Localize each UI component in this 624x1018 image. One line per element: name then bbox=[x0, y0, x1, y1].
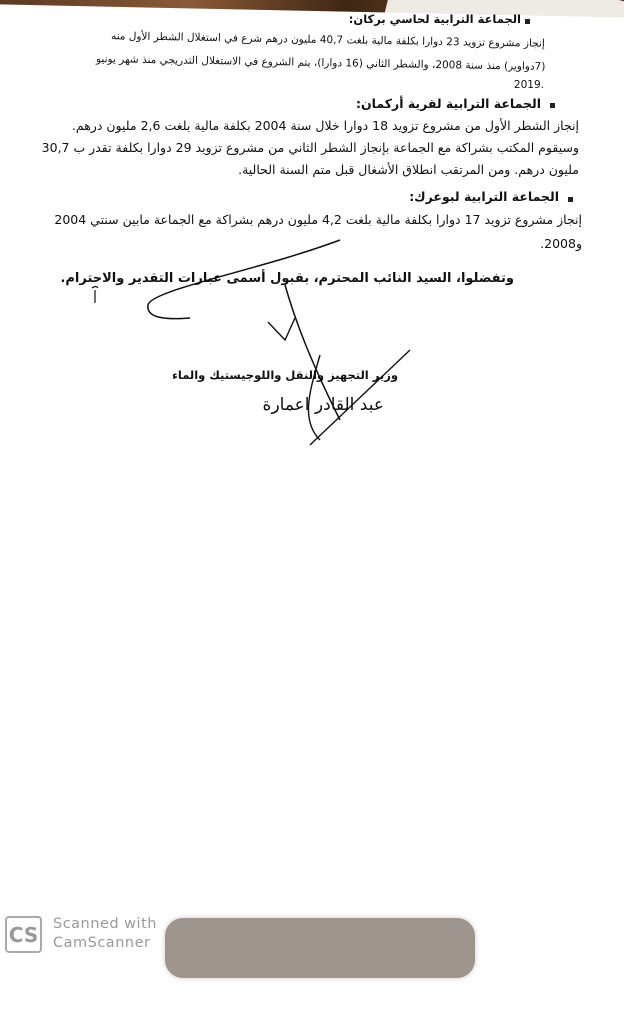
section-heading: الجماعة الترابية لبوعرك: bbox=[409, 189, 559, 204]
section-line: .2019 bbox=[513, 79, 544, 91]
signatory-name: عبد القادر اعمارة bbox=[262, 395, 384, 415]
camscanner-logo: CS bbox=[5, 916, 42, 953]
camscanner-watermark bbox=[53, 915, 157, 953]
handwritten-signature bbox=[0, 0, 624, 480]
section-heading: الجماعة الترابية لحاسي بركان: bbox=[348, 12, 521, 26]
watermark-line: Scanned with bbox=[53, 916, 157, 932]
section-line: إنجاز الشطر الأول من مشروع تزويد 18 دوارا خلال سنة 2004 بكلفة مالية بلغت 2,6 مليون درهم. bbox=[71, 118, 579, 133]
watermark-line: CamScanner bbox=[53, 935, 151, 951]
section-line: مليون درهم. ومن المرتقب انطلاق الأشغال قبل متم السنة الحالية. bbox=[238, 162, 579, 177]
closing-salutation: وتفضلوا، السيد النائب المحترم، بقبول أسمى عبارات التقدير والاحترام. bbox=[60, 271, 514, 286]
section-heading: الجماعة الترابية لقرية أركمان: bbox=[356, 96, 541, 111]
bottom-overlay-bar bbox=[165, 918, 475, 978]
section-line: و2008. bbox=[540, 236, 582, 251]
section-line: إنجاز مشروع تزويد 23 دوارا بكلفة مالية بلغت 40,7 مليون درهم شرع في استغلال الشطر الأول منه bbox=[111, 30, 546, 50]
section-line: (7دواوير) منذ سنة 2008، والشطر الثاني (16 دوارا)، يتم الشروع في الاستغلال التدريجي منذ شهر يونيو bbox=[95, 53, 546, 73]
section-line: وسيقوم المكتب بشراكة مع الجماعة بإنجاز الشطر الثاني من مشروع تزويد 29 دوارا بكلفة تقدر ب 30,7 bbox=[41, 140, 579, 155]
signatory-title: وزير التجهيز والنقل واللوجيستيك والماء bbox=[172, 368, 398, 382]
section-line: إنجاز مشروع تزويد 17 دوارا بكلفة مالية بلغت 4,2 مليون درهم بشراكة مع الجماعة مابين سنتي 2004 bbox=[54, 212, 582, 227]
